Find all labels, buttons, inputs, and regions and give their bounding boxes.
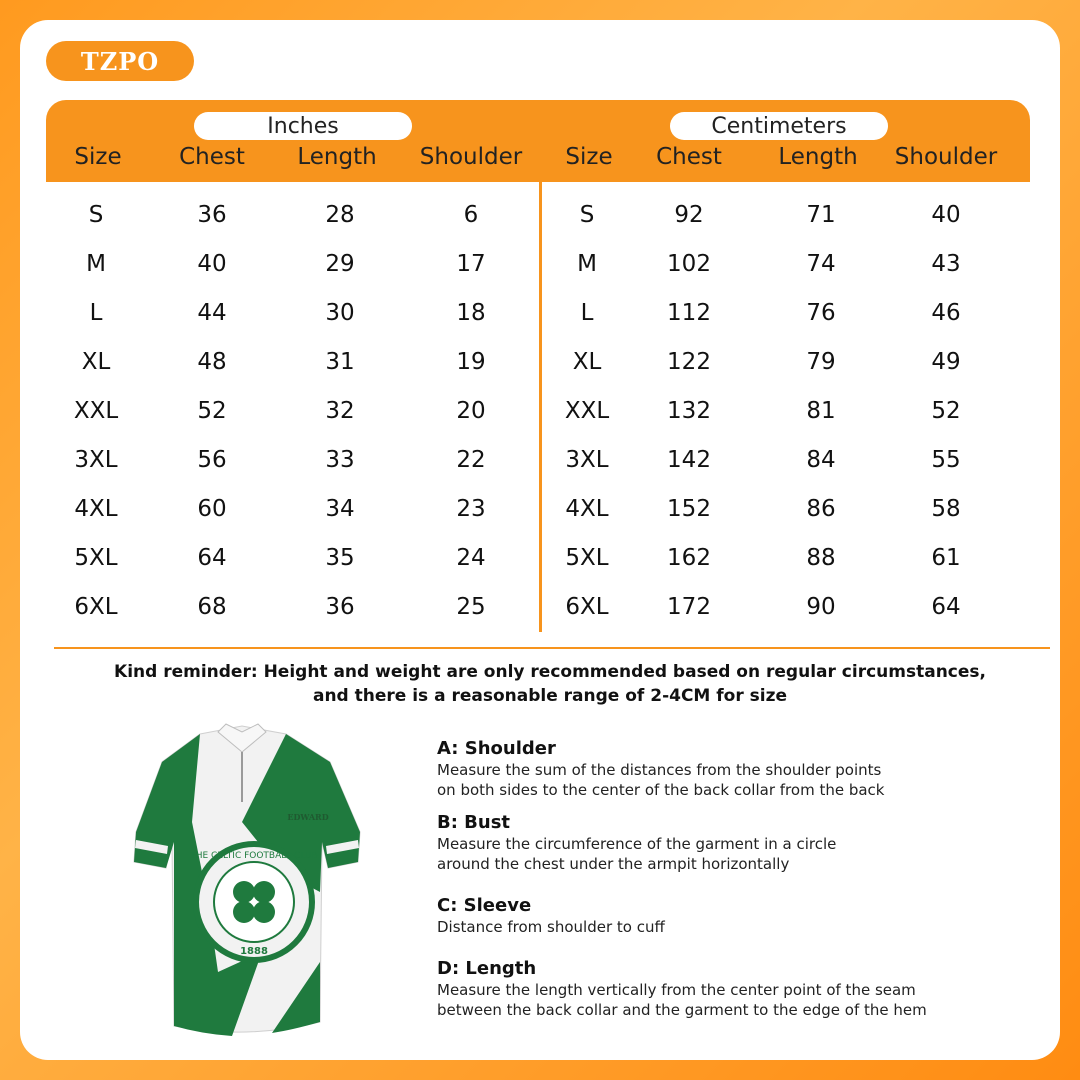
table-cell: 33	[325, 447, 355, 473]
table-cell: M	[577, 251, 597, 277]
table-cell: 34	[325, 496, 355, 522]
table-cell: 43	[931, 251, 961, 277]
table-cell: 71	[806, 202, 836, 228]
table-cell: XXL	[564, 398, 610, 424]
table-cell: 23	[456, 496, 486, 522]
table-cell: 172	[667, 594, 711, 620]
reminder-line-1: Kind reminder: Height and weight are only recommended based on regular circumstances,	[114, 662, 986, 682]
table-cell: 92	[674, 202, 704, 228]
kind-reminder	[60, 660, 1040, 708]
table-header	[46, 100, 1030, 182]
crest-year: 1888	[240, 946, 268, 957]
header-length-in: Length	[297, 144, 377, 170]
table-cell: 162	[667, 545, 711, 571]
table-cell: 35	[325, 545, 355, 571]
centimeters-label: Centimeters	[670, 112, 888, 140]
measure-desc: Measure the circumference of the garment in a circle	[437, 835, 837, 853]
table-row	[20, 485, 1060, 534]
table-cell: 24	[456, 545, 486, 571]
table-cell: 74	[806, 251, 836, 277]
measure-title: C: Sleeve	[437, 895, 532, 916]
measure-title: A: Shoulder	[437, 738, 556, 759]
table-cell: 40	[197, 251, 227, 277]
table-cell: 6XL	[565, 594, 609, 620]
table-cell: 122	[667, 349, 711, 375]
table-cell: 17	[456, 251, 486, 277]
inches-label: Inches	[194, 112, 412, 140]
table-cell: 76	[806, 300, 836, 326]
header-shoulder-in: Shoulder	[419, 144, 523, 170]
measure-title: B: Bust	[437, 812, 511, 833]
table-cell: 40	[931, 202, 961, 228]
measure-desc: around the chest under the armpit horizontally	[437, 855, 790, 873]
measure-desc: Measure the length vertically from the center point of the seam	[437, 981, 916, 999]
table-row	[20, 338, 1060, 387]
measure-desc: between the back collar and the garment to the edge of the hem	[437, 1001, 927, 1019]
table-cell: 84	[806, 447, 836, 473]
table-cell: 32	[325, 398, 355, 424]
header-length-cm: Length	[778, 144, 858, 170]
header-chest-in: Chest	[179, 144, 245, 170]
table-cell: S	[579, 202, 595, 228]
table-cell: 31	[325, 349, 355, 375]
table-cell: 6XL	[74, 594, 118, 620]
table-cell: 46	[931, 300, 961, 326]
table-cell: XL	[572, 349, 602, 375]
table-cell: 4XL	[565, 496, 609, 522]
table-cell: 102	[667, 251, 711, 277]
table-row	[20, 387, 1060, 436]
measure-desc: Measure the sum of the distances from the shoulder points	[437, 761, 882, 779]
table-cell: 52	[197, 398, 227, 424]
table-row	[20, 534, 1060, 583]
reminder-line-2: and there is a reasonable range of 2-4CM for size	[312, 686, 788, 706]
measure-desc: on both sides to the center of the back collar from the back	[437, 781, 885, 799]
table-cell: 5XL	[565, 545, 609, 571]
header-chest-cm: Chest	[656, 144, 722, 170]
header-shoulder-cm: Shoulder	[894, 144, 998, 170]
table-cell: 3XL	[565, 447, 609, 473]
table-cell: L	[580, 300, 594, 326]
table-cell: 19	[456, 349, 486, 375]
table-cell: 29	[325, 251, 355, 277]
table-cell: 152	[667, 496, 711, 522]
chest-name: EDWARD	[287, 812, 329, 822]
table-cell: 48	[197, 349, 227, 375]
table-cell: 58	[931, 496, 961, 522]
table-cell: 49	[931, 349, 961, 375]
size-chart-card	[20, 20, 1060, 1060]
table-cell: 3XL	[74, 447, 118, 473]
table-cell: 142	[667, 447, 711, 473]
crest-inner	[214, 862, 294, 942]
table-cell: 22	[456, 447, 486, 473]
table-cell: 25	[456, 594, 486, 620]
shirt-image	[122, 722, 372, 1040]
table-cell: 90	[806, 594, 836, 620]
measure-bust	[437, 812, 1037, 874]
table-cell: L	[89, 300, 103, 326]
table-cell: 112	[667, 300, 711, 326]
measure-shoulder	[437, 738, 1037, 800]
table-cell: XL	[81, 349, 111, 375]
table-cell: 86	[806, 496, 836, 522]
table-cell: 18	[456, 300, 486, 326]
table-cell: 81	[806, 398, 836, 424]
table-cell: 6	[463, 202, 479, 228]
table-cell: 30	[325, 300, 355, 326]
measure-sleeve	[437, 895, 1037, 937]
table-cell: 55	[931, 447, 961, 473]
table-cell: 64	[931, 594, 961, 620]
table-row	[20, 289, 1060, 338]
table-row	[20, 240, 1060, 289]
measure-length	[437, 958, 1037, 1020]
table-cell: 44	[197, 300, 227, 326]
header-size-in: Size	[74, 144, 122, 170]
measure-desc: Distance from shoulder to cuff	[437, 918, 665, 936]
brand-badge: TZPO	[46, 41, 194, 81]
table-cell: 36	[197, 202, 227, 228]
table-cell: 68	[197, 594, 227, 620]
table-row	[20, 583, 1060, 632]
table-cell: 52	[931, 398, 961, 424]
table-cell: 79	[806, 349, 836, 375]
table-cell: 64	[197, 545, 227, 571]
table-cell: 132	[667, 398, 711, 424]
table-cell: 4XL	[74, 496, 118, 522]
table-row	[20, 436, 1060, 485]
table-cell: 5XL	[74, 545, 118, 571]
table-cell: S	[88, 202, 104, 228]
measure-title: D: Length	[437, 958, 537, 979]
table-cell: 20	[456, 398, 486, 424]
table-cell: 61	[931, 545, 961, 571]
header-size-cm: Size	[565, 144, 613, 170]
table-row	[20, 191, 1060, 240]
table-cell: M	[86, 251, 106, 277]
table-cell: 88	[806, 545, 836, 571]
table-cell: 36	[325, 594, 355, 620]
section-divider	[54, 647, 1050, 649]
table-cell: XXL	[73, 398, 119, 424]
table-cell: 28	[325, 202, 355, 228]
table-cell: 56	[197, 447, 227, 473]
crest-text: THE CELTIC FOOTBALL CLUB	[190, 851, 318, 861]
table-cell: 60	[197, 496, 227, 522]
